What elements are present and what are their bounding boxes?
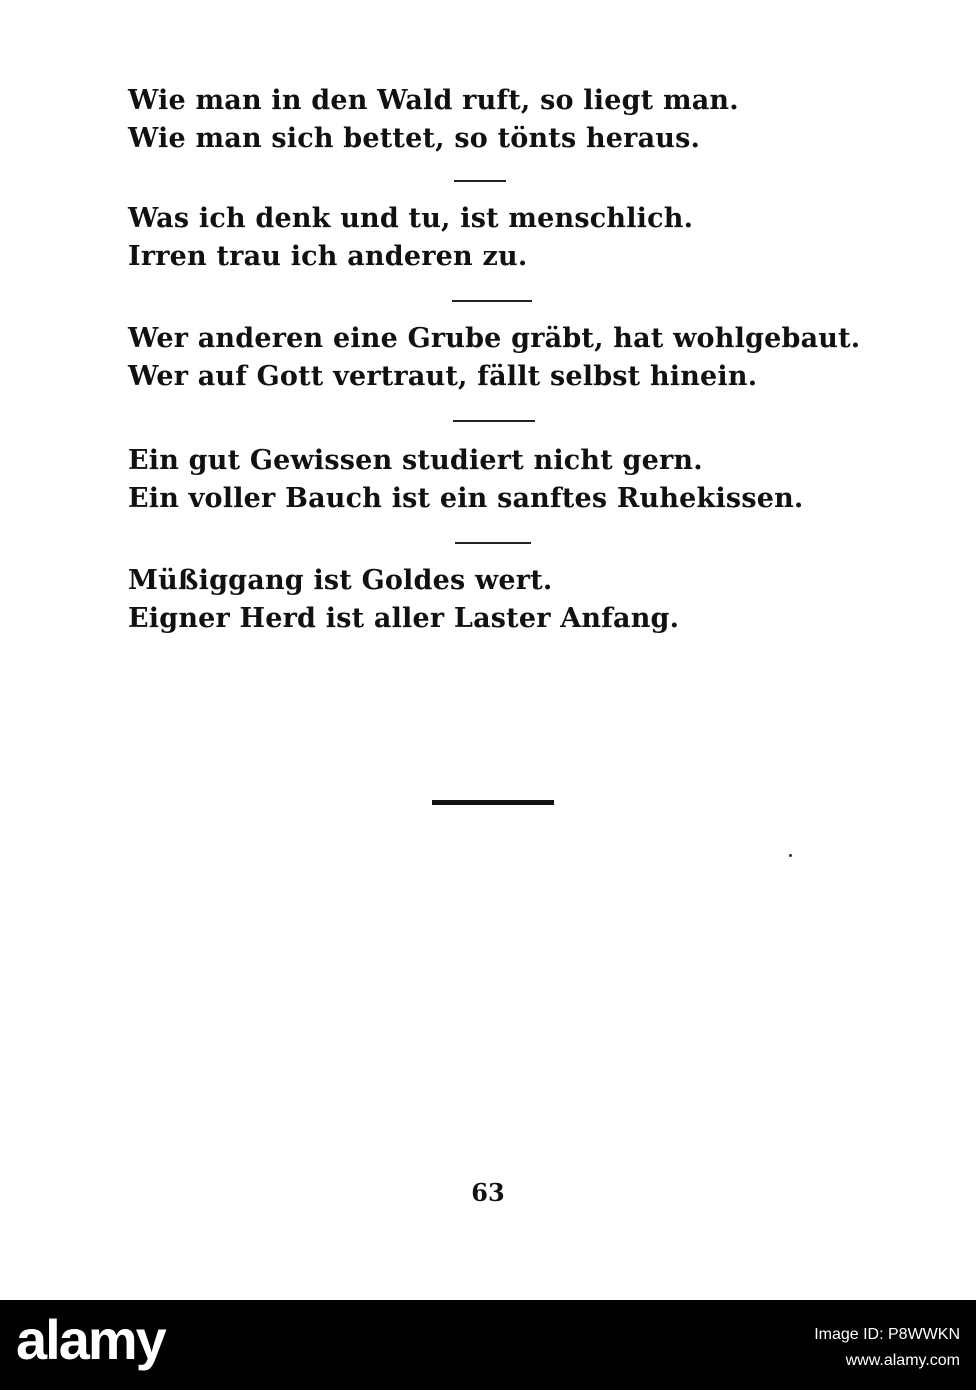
stanza-line: Eigner Herd ist aller Laster Anfang.: [128, 603, 680, 634]
print-speck: [789, 854, 792, 857]
watermark-url: www.alamy.com: [845, 1352, 960, 1369]
stanza-line: Wer anderen eine Grube gräbt, hat wohlgebaut.: [128, 323, 861, 354]
watermark-bar: [0, 1300, 976, 1390]
stanza-line: Irren trau ich anderen zu.: [128, 241, 528, 272]
stanza-line: Wie man in den Wald ruft, so liegt man.: [128, 85, 739, 116]
stanza-divider: [455, 542, 531, 544]
stanza-line: Wer auf Gott vertraut, fällt selbst hinein.: [128, 361, 758, 392]
stanza-line: Ein voller Bauch ist ein sanftes Ruhekissen.: [128, 483, 804, 514]
stanza-2: [128, 200, 693, 276]
stanza-line: Müßiggang ist Goldes wert.: [128, 565, 553, 596]
end-rule: [432, 800, 554, 805]
stanza-5: [128, 562, 679, 638]
stanza-divider: [452, 300, 532, 302]
stanza-1: [128, 82, 739, 158]
stanza-divider: [454, 180, 506, 182]
stanza-line: Wie man sich bettet, so tönts heraus.: [128, 123, 701, 154]
page-number: 63: [471, 1178, 505, 1207]
watermark-info: [814, 1322, 960, 1374]
stanza-3: [128, 320, 860, 396]
stanza-divider: [453, 420, 535, 422]
watermark-logo: alamy: [16, 1308, 165, 1371]
stanza-line: Was ich denk und tu, ist menschlich.: [128, 203, 694, 234]
stanza-line: Ein gut Gewissen studiert nicht gern.: [128, 445, 703, 476]
watermark-image-id: Image ID: P8WWKN: [814, 1326, 960, 1343]
stanza-4: [128, 442, 804, 518]
